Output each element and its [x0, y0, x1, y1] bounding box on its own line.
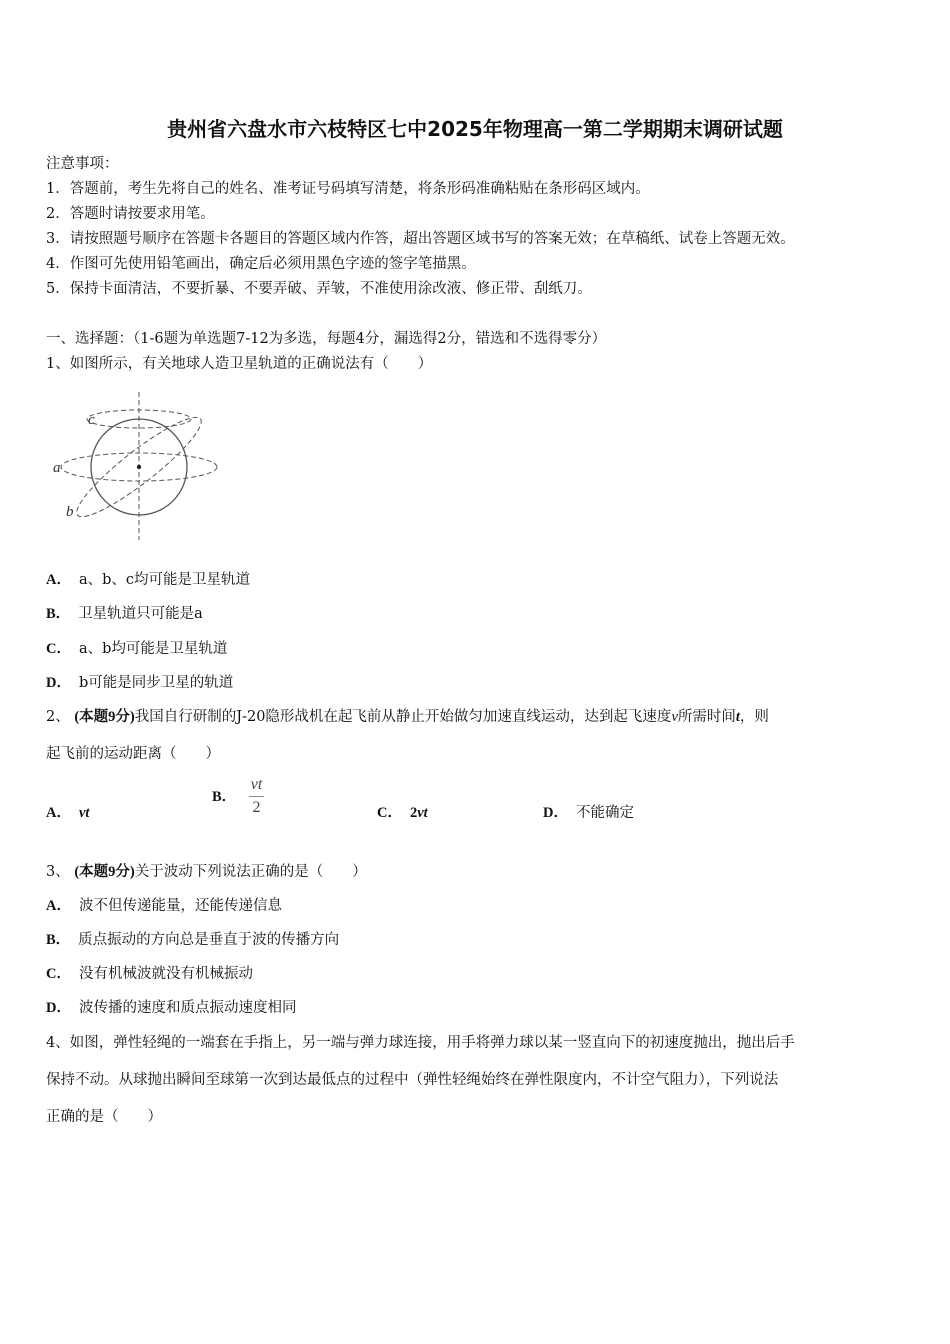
- option-c: [377, 801, 428, 822]
- question-4-stem: 保持不动。从球抛出瞬间至球第一次到达最低点的过程中（弹性轻绳始终在弹性限度内，不计空气阻力），下列说法: [46, 1072, 779, 1088]
- notice-item: 5．保持卡面清洁，不要折暴、不要弄破、弄皱，不准使用涂改液、修正带、刮纸刀。: [46, 281, 592, 297]
- notice-item: 3．请按照题号顺序在答题卡各题目的答题区域内作答，超出答题区域书写的答案无效；在草稿纸、试卷上答题无效。: [46, 231, 795, 247]
- option-label: D．: [543, 805, 568, 821]
- option-d: [46, 671, 233, 692]
- stem-text: 关于波动下列说法正确的是（ ）: [134, 864, 367, 880]
- question-points: (本题9分): [74, 709, 135, 725]
- question-4-stem: 4、如图，弹性轻绳的一端套在手指上，另一端与弹力球连接，用手将弹力球以某一竖直向下的初速度抛出，抛出后手: [46, 1035, 795, 1051]
- option-label: C．: [46, 641, 71, 657]
- orbit-label-c: c: [88, 412, 95, 428]
- question-4-stem: 正确的是（ ）: [46, 1109, 162, 1125]
- fraction-numerator: vt: [249, 776, 265, 797]
- option-text: 质点振动的方向总是垂直于波的传播方向: [78, 932, 340, 948]
- option-label: B．: [46, 932, 71, 948]
- option-b: [46, 602, 203, 623]
- option-text: 没有机械波就没有机械振动: [78, 966, 253, 982]
- earth-center: [137, 465, 141, 469]
- option-b: [46, 928, 339, 949]
- variable-v: v: [671, 709, 678, 725]
- option-label: B．: [212, 788, 237, 805]
- option-a: [46, 894, 282, 915]
- option-fraction: [249, 776, 265, 817]
- notice-item: 1．答题前，考生先将自己的姓名、准考证号码填写清楚，将条形码准确粘贴在条形码区域内。: [46, 181, 650, 197]
- notice-item: 2．答题时请按要求用笔。: [46, 206, 215, 222]
- stem-text: 所需时间: [677, 709, 736, 725]
- question-points: (本题9分): [74, 864, 135, 880]
- option-label: D．: [46, 1000, 71, 1016]
- page-title: 贵州省六盘水市六枝特区七中2025年物理高一第二学期期末调研试题: [167, 117, 783, 141]
- option-text: a、b、c均可能是卫星轨道: [78, 572, 251, 588]
- option-c: [46, 637, 227, 658]
- option-label: C．: [46, 966, 71, 982]
- question-number: 2、: [46, 709, 70, 725]
- option-a: [46, 568, 250, 589]
- option-text: b可能是同步卫星的轨道: [78, 675, 234, 691]
- question-number: 3、: [46, 864, 70, 880]
- option-label: C．: [377, 805, 402, 821]
- stem-text: 我国自行研制的J-20隐形战机在起飞前从静止开始做匀加速直线运动，达到起飞速度: [134, 709, 672, 725]
- option-text: 卫星轨道只可能是a: [78, 606, 203, 622]
- option-text: a、b均可能是卫星轨道: [78, 641, 228, 657]
- fraction-denominator: 2: [252, 799, 261, 816]
- option-label: A．: [46, 898, 71, 914]
- notice-item: 4．作图可先使用铅笔画出，确定后必须用黑色字迹的签字笔描黑。: [46, 256, 476, 272]
- question-2-stem-line2: 起飞前的运动距离（ ）: [46, 746, 220, 762]
- satellite-orbit-figure: [50, 388, 225, 543]
- orbit-label-b: b: [66, 504, 74, 520]
- question-3-stem: [46, 860, 367, 881]
- variable-t: t: [735, 709, 740, 725]
- orbit-label-a: a: [53, 460, 61, 476]
- option-coefficient: 2: [409, 805, 418, 821]
- option-label: A．: [46, 805, 71, 821]
- option-c: [46, 962, 253, 983]
- option-label: D．: [46, 675, 71, 691]
- option-formula: vt: [78, 805, 90, 821]
- option-formula: vt: [417, 805, 428, 821]
- section-heading: 一、选择题：（1-6题为单选题7-12为多选，每题4分，漏选得2分，错选和不选得零分）: [46, 331, 607, 347]
- option-b: [212, 776, 264, 817]
- option-a: [46, 801, 89, 822]
- stem-text: ，则: [739, 709, 769, 725]
- option-text: 不能确定: [575, 805, 634, 821]
- option-text: 波不但传递能量，还能传递信息: [78, 898, 282, 914]
- notice-heading: 注意事项：: [46, 156, 119, 172]
- option-d: [543, 801, 634, 822]
- option-text: 波传播的速度和质点振动速度相同: [78, 1000, 297, 1016]
- option-d: [46, 996, 296, 1017]
- option-label: B．: [46, 606, 71, 622]
- question-1-stem: 1、如图所示，有关地球人造卫星轨道的正确说法有（ ）: [46, 356, 433, 372]
- question-2-stem: [46, 705, 769, 726]
- option-label: A．: [46, 572, 71, 588]
